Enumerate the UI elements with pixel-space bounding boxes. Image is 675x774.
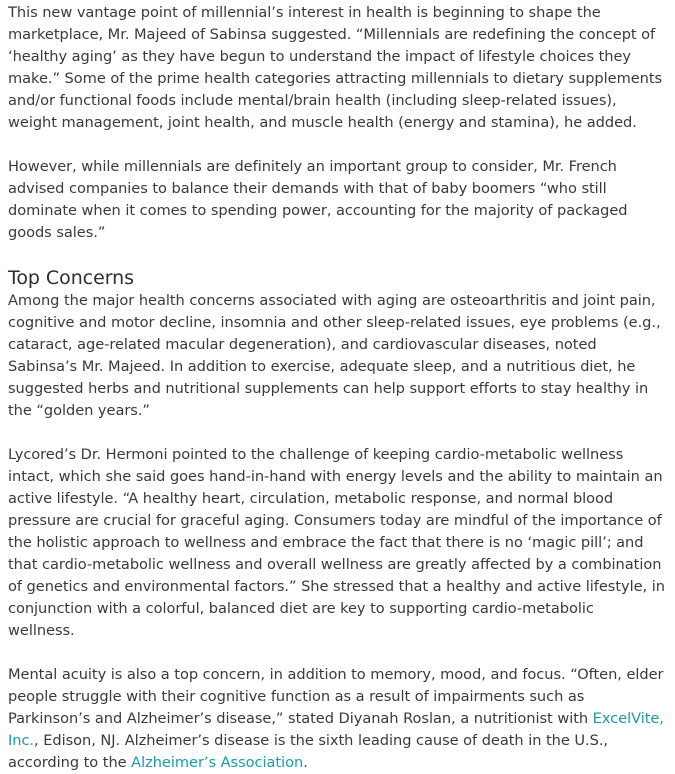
mental-acuity-text-3: . (303, 754, 308, 771)
section-heading-top-concerns: Top Concerns (8, 267, 134, 289)
excelvite-link[interactable]: ExcelVite, Inc. (8, 710, 664, 749)
alzheimers-association-link[interactable]: Alzheimer’s Association (131, 754, 304, 771)
paragraph-health-concerns: Among the major health concerns associated with aging are osteoarthritis and joint pain, cognitive and motor decline, insomnia and other sleep-related issues, eye problems (e.g., cataract, age-related macular degeneration), and cardiovascular diseases, noted Sabinsa’s Mr. Majeed. In addition to exercise, adequate sleep, and a nutritious diet, he suggested herbs and nutritional supplements can help support efforts to stay healthy in the “golden years.” (8, 292, 661, 419)
paragraph-millennials: This new vantage point of millennial’s interest in health is beginning to shape the marketplace, Mr. Majeed of Sabinsa suggested. “Millennials are redefining the concept of ‘healthy aging’ as they have begun to understand the impact of lifestyle choices they make.” Some of the prime health categories attracting millennials to dietary supplements and/or functional foods include mental/brain health (including sleep-related issues), weight management, joint health, and muscle health (energy and stamina), he added. (8, 4, 663, 131)
mental-acuity-text-2: , Edison, NJ. Alzheimer’s disease is the sixth leading cause of death in the U.S., according to the (8, 732, 608, 771)
paragraph-mental-acuity (8, 664, 665, 774)
paragraph-baby-boomers: However, while millennials are definitely an important group to consider, Mr. French advised companies to balance their demands with that of baby boomers “who still dominate when it comes to spending power, accounting for the majority of packaged goods sales.” (8, 158, 628, 241)
mental-acuity-text-1: Mental acuity is also a top concern, in addition to memory, mood, and focus. “Often, elder people struggle with their cognitive function as a result of impairments such as Parkinson’s and Alzheimer’s disease,” stated Diyanah Roslan, a nutritionist with (8, 666, 664, 727)
paragraph-cardio-metabolic: Lycored’s Dr. Hermoni pointed to the challenge of keeping cardio-metabolic wellness intact, which she said goes hand-in-hand with energy levels and the ability to maintain an active lifestyle. “A healthy heart, circulation, metabolic response, and normal blood pressure are crucial for graceful aging. Consumers today are mindful of the importance of the holistic approach to wellness and embrace the fact that there is no ‘magic pill’; and that cardio-metabolic wellness and overall wellness are greatly affected by a combination of genetics and environmental factors.” She stressed that a healthy and active lifestyle, in conjunction with a colorful, balanced diet are key to supporting cardio-metabolic wellness. (8, 446, 665, 639)
